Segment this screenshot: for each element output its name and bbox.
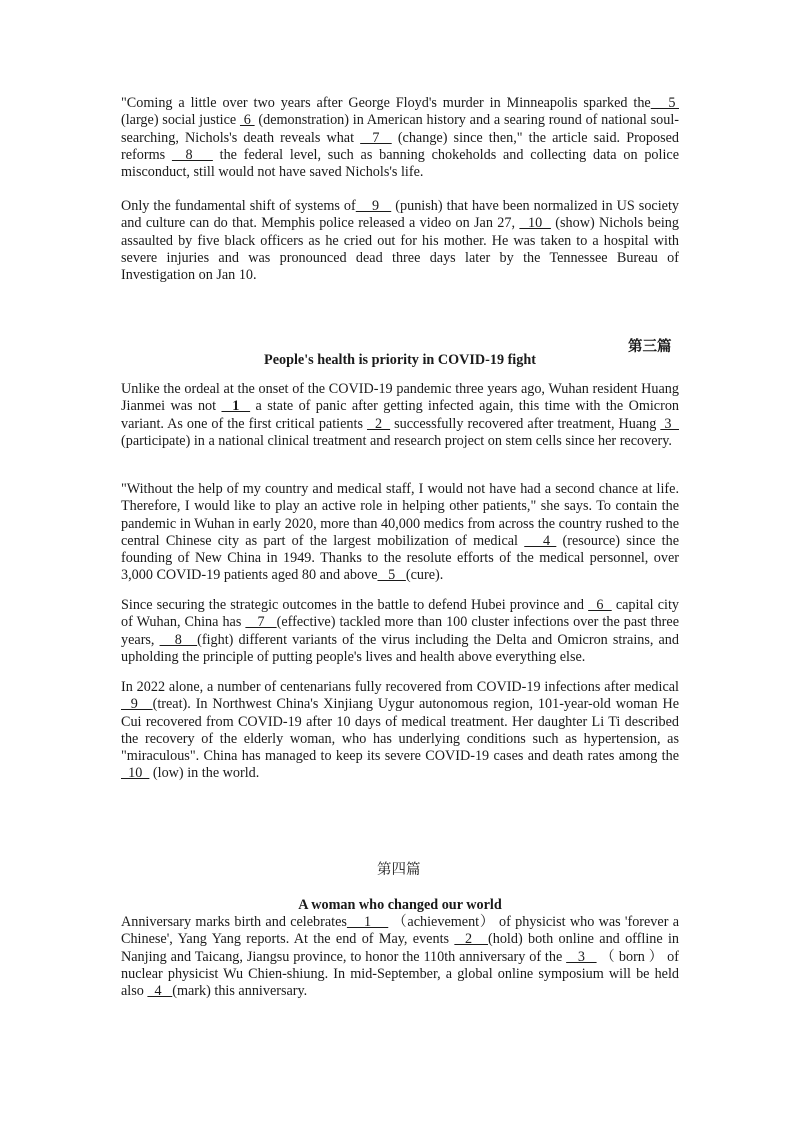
text-run: (mark) this anniversary. <box>172 983 308 1000</box>
text-run: (hold) both online and offline in Nanjing and Taicang, Jiangsu province, to honor the 110th anniversary of the <box>121 931 679 965</box>
text-run: "Coming a little over two years after George Floyd's murder in Minneapolis sparked the <box>121 95 651 111</box>
section-label-3: 第三篇 <box>628 339 672 355</box>
text-run: (demonstration) in American history and a searing round of national soul-searching, Nichols's death reveals what <box>121 112 679 146</box>
blank-2: 2 <box>454 931 488 948</box>
passage-2-paragraph-1 <box>121 95 679 181</box>
text-run: (large) social justice <box>121 112 240 129</box>
text-run: Since securing the strategic outcomes in the battle to defend Hubei province and <box>121 597 589 613</box>
blank-6: 6 <box>588 597 612 613</box>
text-run: capital city of Wuhan, China has <box>121 597 680 631</box>
text-run: (punish) that have been normalized in US society and culture can do that. Memphis police released a video on Jan 27, <box>121 198 679 232</box>
blank-4: 4 <box>524 532 557 549</box>
passage-3-paragraph-3 <box>121 597 679 666</box>
text-run: the federal level, such as banning chokeholds and collecting data on police misconduct, still would not have saved Nichols's life. <box>121 146 680 181</box>
blank-5: 5 <box>650 95 679 111</box>
blank-2: 2 <box>366 415 391 432</box>
text-run: successfully recovered after treatment, Huang <box>390 415 661 432</box>
text-run: a state of panic after getting infected again, this time with the Omicron variant. As one of the first critical patients <box>121 398 680 432</box>
blank-3: 3 <box>566 948 597 965</box>
text-run: In 2022 alone, a number of centenarians fully recovered from COVID-19 infections after medical <box>121 679 679 695</box>
text-run: Only the fundamental shift of systems of <box>121 198 356 214</box>
text-run: (show) Nichols being assaulted by five black officers as he cried out for his mother. He was taken to a hospital with severe injuries and was pronounced dead three days later by the Tennessee Bureau of Investigation on Jan 10. <box>121 215 679 284</box>
blank-5: 5 <box>377 567 406 584</box>
passage-4-title: A woman who changed our world <box>298 897 502 913</box>
blank-9: 9 <box>355 198 392 214</box>
text-run: (treat). In Northwest China's Xinjiang Uygur autonomous region, 101-year-old woman He Cui recovered from COVID-19 after 10 days of medical treatment. Her daughter Li Ti described the recovery of the elderly woman, who has underlying conditions such as hypertension, as "miraculous". China has managed to keep its severe COVID-19 cases and death rates among the <box>121 696 680 765</box>
blank-6: 6 <box>239 112 255 129</box>
blank-3: 3 <box>660 415 679 432</box>
blank-8: 8 <box>171 146 213 163</box>
blank-1: 1 <box>346 914 389 930</box>
passage-3-paragraph-1 <box>121 381 679 450</box>
blank-10: 10 <box>519 215 551 232</box>
text-run: (participate) in a national clinical treatment and research project on stem cells since her recovery. <box>121 432 672 449</box>
blank-8: 8 <box>159 631 198 648</box>
text-run: (effective) tackled more than 100 cluster infections over the past three years, <box>121 614 680 648</box>
blank-10: 10 <box>121 765 150 782</box>
passage-4-paragraph-1 <box>121 914 679 1000</box>
text-run: Anniversary marks birth and celebrates <box>121 914 347 930</box>
text-run: (resource) since the founding of New China in 1949. Thanks to the resolute efforts of the medical personnel, over 3,000 COVID-19 patients aged 80 and above <box>121 532 679 584</box>
blank-7: 7 <box>360 129 392 146</box>
text-run: （ born ） of nuclear physicist Wu Chien-shiung. In mid-September, a global online symposium will be held also <box>121 948 680 1000</box>
passage-3-paragraph-2 <box>121 481 679 585</box>
passage-2-paragraph-2 <box>121 198 679 284</box>
blank-7: 7 <box>245 614 277 631</box>
blank-1: 1 <box>221 398 251 415</box>
passage-3-paragraph-4 <box>121 679 679 783</box>
text-run: (low) in the world. <box>149 765 260 782</box>
blank-4: 4 <box>147 983 173 1000</box>
text-run: (fight) different variants of the virus including the Delta and Omicron strains, and upholding the principle of putting people's lives and health above everything else. <box>121 631 679 665</box>
text-run: (cure). <box>405 567 444 584</box>
text-run: (change) since then," the article said. Proposed reforms <box>121 129 680 163</box>
text-run: "Without the help of my country and medical staff, I would not have had a second chance at life. Therefore, I would like to play an active role in helping other patients," she says. To contain the pandemic in Wuhan in early 2020, more than 40,000 medics from across the country rushed to the central Chinese city as part of the largest mobilization of medical <box>121 481 679 549</box>
section-label-4: 第四篇 <box>377 862 421 878</box>
text-run: Unlike the ordeal at the onset of the COVID-19 pandemic three years ago, Wuhan resident Huang Jianmei was not <box>121 381 679 415</box>
text-run: （achievement） of physicist who was 'forever a Chinese', Yang Yang reports. At the end of May, events <box>121 914 680 948</box>
passage-3-title: People's health is priority in COVID-19 fight <box>264 352 536 368</box>
blank-9: 9 <box>121 696 153 713</box>
